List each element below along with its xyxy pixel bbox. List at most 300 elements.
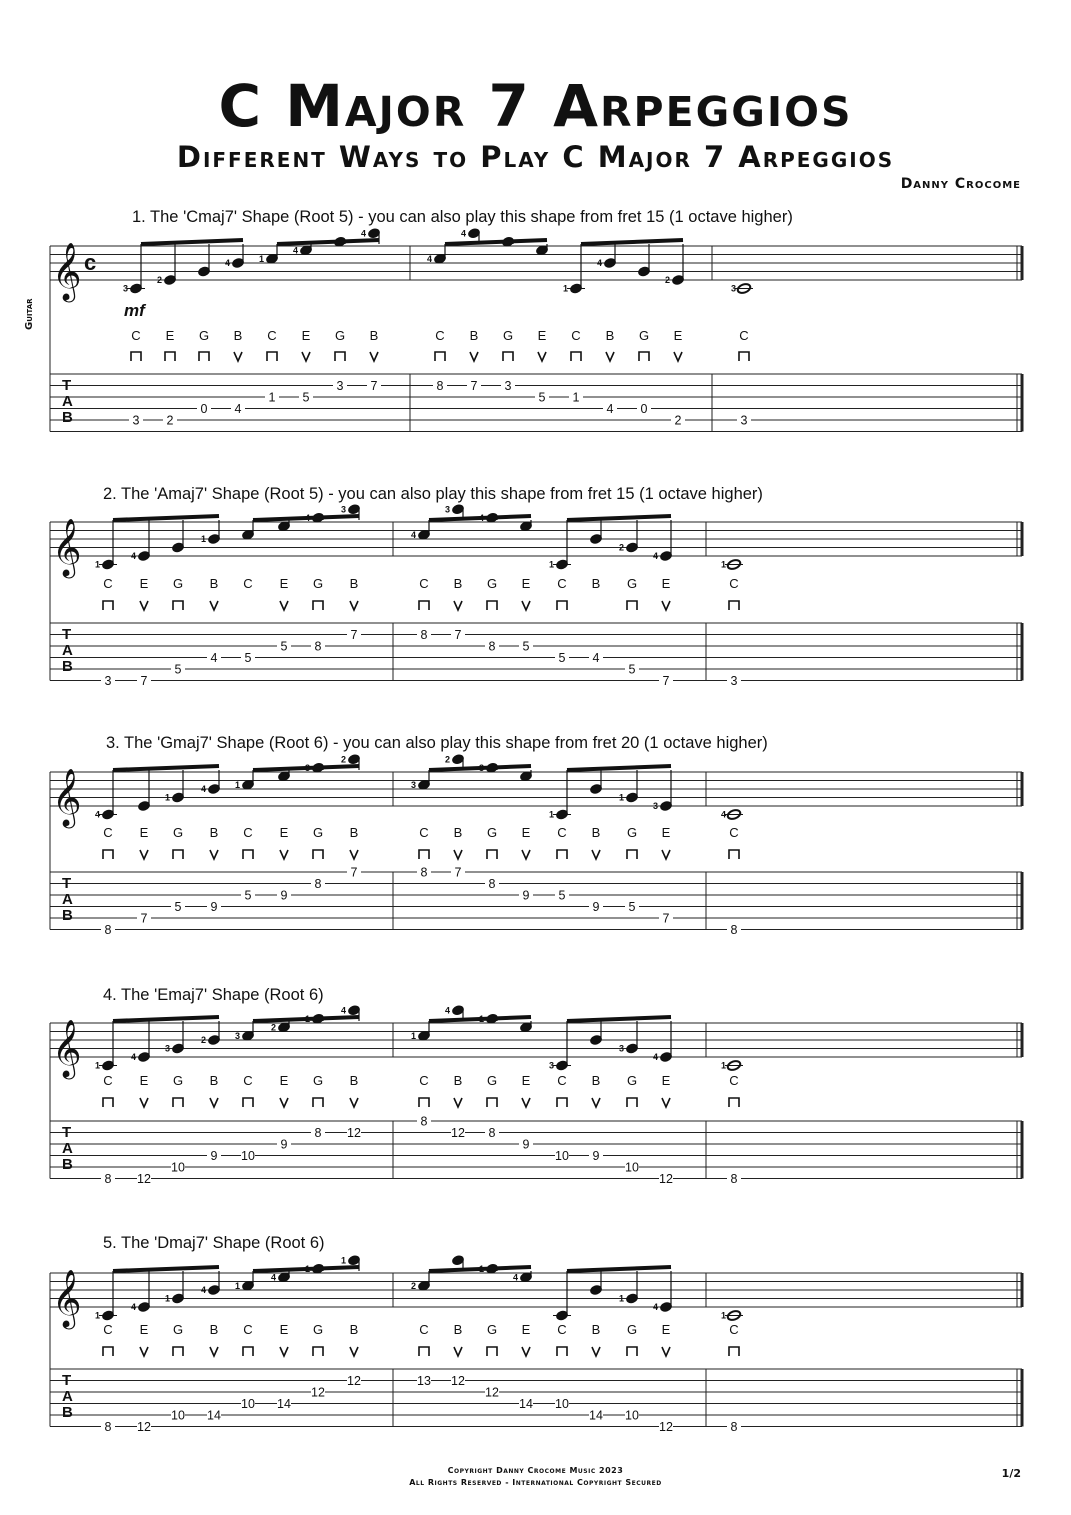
note-name-label: B <box>369 328 379 343</box>
dynamic-marking: mf <box>124 301 145 320</box>
tab-number: 8 <box>104 1172 112 1186</box>
beam <box>567 1017 671 1021</box>
tab-number: 7 <box>370 379 378 393</box>
tab-number: 8 <box>730 1420 738 1434</box>
fingering: 1 <box>235 779 241 790</box>
tab-clef-letter: B <box>62 409 73 426</box>
note-name-label: C <box>419 825 429 840</box>
downstroke-icon <box>165 352 175 361</box>
beam <box>253 516 359 520</box>
tab-number: 5 <box>558 651 566 665</box>
upstroke-icon <box>210 1098 218 1107</box>
note-name-label: E <box>661 1073 671 1088</box>
upstroke-icon <box>350 1347 358 1356</box>
tab-number: 10 <box>555 1149 569 1163</box>
note-name-label: E <box>661 825 671 840</box>
note-name-label: C <box>103 1322 113 1337</box>
downstroke-icon <box>639 352 649 361</box>
beam <box>253 1017 359 1021</box>
fingering: 4 <box>201 1285 207 1295</box>
note-name-label: G <box>638 328 650 343</box>
upstroke-icon <box>454 1347 462 1356</box>
tab-number: 5 <box>628 662 636 677</box>
fingering: 2 <box>271 1022 277 1033</box>
note-name-label: B <box>233 328 243 343</box>
upstroke-icon <box>592 1098 600 1107</box>
downstroke-icon <box>557 601 567 610</box>
downstroke-icon <box>627 850 637 859</box>
downstroke-icon <box>487 601 497 610</box>
fingering: 3 <box>445 504 451 515</box>
upstroke-icon <box>280 1098 288 1107</box>
upstroke-icon <box>234 352 242 361</box>
note-name-label: B <box>591 1322 601 1337</box>
note-name-label: E <box>139 825 149 840</box>
note-name-label: G <box>486 1073 498 1088</box>
note-name-label: G <box>172 576 184 591</box>
note-name-label: C <box>435 328 445 343</box>
note-name-label: E <box>661 1322 671 1337</box>
note-name-label: B <box>453 825 463 840</box>
fingering: 4 <box>361 228 367 239</box>
downstroke-icon <box>173 1347 183 1356</box>
tab-clef-letter: A <box>62 1140 73 1157</box>
fingering: 1 <box>95 559 101 570</box>
fingering: 1 <box>721 559 727 570</box>
downstroke-icon <box>557 1098 567 1107</box>
tab-number: 2 <box>166 413 174 428</box>
downstroke-icon <box>729 1347 739 1356</box>
upstroke-icon <box>370 352 378 361</box>
fingering: 1 <box>95 1310 101 1321</box>
note-name-label: E <box>279 1322 289 1337</box>
note-name-label: E <box>139 576 149 591</box>
note-name-label: B <box>469 328 479 343</box>
tab-number: 10 <box>241 1397 255 1411</box>
beam <box>113 1017 219 1021</box>
tab-number: 10 <box>171 1408 185 1423</box>
beam <box>429 1267 531 1271</box>
fingering: 2 <box>445 754 451 765</box>
note-name-label: C <box>571 328 581 343</box>
fingering: 4 <box>461 228 467 239</box>
tab-number: 8 <box>488 877 496 891</box>
tab-number: 3 <box>132 413 140 428</box>
fingering: 4 <box>513 1272 519 1283</box>
tab-number: 8 <box>420 1114 428 1129</box>
tab-number: 12 <box>659 1420 673 1434</box>
tab-clef-letter: A <box>62 1388 73 1405</box>
tab-number: 5 <box>280 639 288 654</box>
beam <box>429 1017 531 1021</box>
upstroke-icon <box>454 601 462 610</box>
tab-number: 12 <box>137 1420 151 1434</box>
note-name-label: E <box>673 328 683 343</box>
tab-number: 5 <box>174 662 182 677</box>
note-name-label: E <box>279 576 289 591</box>
tab-number: 8 <box>314 639 322 654</box>
downstroke-icon <box>435 352 445 361</box>
fingering: 1 <box>411 1030 417 1041</box>
downstroke-icon <box>103 850 113 859</box>
downstroke-icon <box>419 601 429 610</box>
upstroke-icon <box>350 601 358 610</box>
tab-number: 8 <box>104 1420 112 1434</box>
tab-number: 12 <box>347 1374 361 1388</box>
upstroke-icon <box>662 1347 670 1356</box>
fingering: 3 <box>653 801 659 811</box>
fingering: 2 <box>201 1035 207 1045</box>
fingering: 4 <box>597 258 603 268</box>
note-name-label: B <box>349 576 359 591</box>
tab-number: 5 <box>174 900 182 914</box>
tab-clef-letter: B <box>62 658 73 675</box>
tab-clef-letter: T <box>62 377 72 394</box>
note-name-label: B <box>453 1322 463 1337</box>
downstroke-icon <box>729 850 739 859</box>
note-name-label: G <box>486 825 498 840</box>
downstroke-icon <box>571 352 581 361</box>
beam <box>113 516 219 520</box>
tab-number: 14 <box>519 1397 533 1411</box>
tab-clef-letter: T <box>62 1124 72 1141</box>
tab-number: 10 <box>241 1149 255 1163</box>
system-1-title: 1. The 'Cmaj7' Shape (Root 5) - you can also play this shape from fret 15 (1 octave higher) <box>132 208 793 226</box>
tab-number: 3 <box>504 379 512 393</box>
note-name-label: G <box>312 1073 324 1088</box>
tab-number: 12 <box>659 1172 673 1186</box>
upstroke-icon <box>674 352 682 361</box>
tab-number: 10 <box>625 1408 639 1423</box>
note-name-label: C <box>243 1322 253 1337</box>
tab-number: 14 <box>589 1408 603 1423</box>
upstroke-icon <box>302 352 310 361</box>
fingering: 3 <box>549 1060 555 1071</box>
note-name-label: C <box>557 576 567 591</box>
note-name-label: C <box>103 1073 113 1088</box>
upstroke-icon <box>592 1347 600 1356</box>
tab-number: 9 <box>210 900 218 914</box>
downstroke-icon <box>173 601 183 610</box>
beam <box>567 1267 671 1271</box>
page-number: 1/2 <box>1001 1467 1021 1480</box>
tab-number: 9 <box>280 1137 288 1152</box>
upstroke-icon <box>280 850 288 859</box>
system-2 <box>50 504 1022 688</box>
tab-number: 8 <box>420 865 428 880</box>
fingering: 1 <box>721 1310 727 1321</box>
note-name-label: C <box>243 576 253 591</box>
fingering: 2 <box>341 754 347 765</box>
upstroke-icon <box>454 850 462 859</box>
tab-clef-letter: B <box>62 1404 73 1421</box>
fingering: 1 <box>165 1293 171 1304</box>
fingering: 4 <box>131 1052 137 1062</box>
note-name-label: C <box>729 1073 739 1088</box>
note-name-label: B <box>591 825 601 840</box>
note-name-label: C <box>557 1322 567 1337</box>
downstroke-icon <box>335 352 345 361</box>
upstroke-icon <box>140 1098 148 1107</box>
tab-number: 9 <box>592 1149 600 1163</box>
page-title: C Major 7 Arpeggios <box>218 72 853 140</box>
tab-number: 12 <box>347 1126 361 1140</box>
fingering: 1 <box>549 809 555 820</box>
downstroke-icon <box>729 1098 739 1107</box>
downstroke-icon <box>419 1347 429 1356</box>
fingering: 1 <box>619 792 625 803</box>
beam <box>253 766 359 770</box>
note-name-label: C <box>729 576 739 591</box>
fingering: 3 <box>341 504 347 515</box>
fingering: 1 <box>95 1060 101 1071</box>
tab-number: 4 <box>234 402 242 416</box>
downstroke-icon <box>487 1347 497 1356</box>
note-name-label: G <box>172 1322 184 1337</box>
fingering: 4 <box>201 784 207 794</box>
upstroke-icon <box>350 850 358 859</box>
tab-number: 12 <box>311 1385 325 1400</box>
fingering: 3 <box>411 779 417 790</box>
note-name-label: C <box>557 825 567 840</box>
note-name-label: G <box>198 328 210 343</box>
fingering: 2 <box>665 275 671 285</box>
beam <box>277 240 379 244</box>
tab-number: 14 <box>277 1397 291 1411</box>
tab-number: 7 <box>470 379 478 393</box>
upstroke-icon <box>140 1347 148 1356</box>
tab-number: 4 <box>210 651 218 665</box>
upstroke-icon <box>662 850 670 859</box>
note-name-label: B <box>349 1322 359 1337</box>
fingering: 4 <box>653 1302 659 1312</box>
tab-number: 8 <box>436 379 444 393</box>
tab-number: 0 <box>640 402 648 416</box>
system-5 <box>50 1255 1022 1434</box>
tab-number: 13 <box>417 1374 431 1388</box>
tab-number: 9 <box>522 888 530 903</box>
tab-number: 8 <box>420 628 428 642</box>
fingering: 2 <box>619 542 625 553</box>
note-name-label: C <box>267 328 277 343</box>
upstroke-icon <box>522 1098 530 1107</box>
downstroke-icon <box>627 601 637 610</box>
downstroke-icon <box>627 1347 637 1356</box>
upstroke-icon <box>470 352 478 361</box>
tab-number: 3 <box>104 674 112 688</box>
note-name-label: B <box>209 576 219 591</box>
note-name-label: G <box>626 576 638 591</box>
tab-number: 8 <box>314 1126 322 1140</box>
fingering: 4 <box>427 253 433 264</box>
fingering: 1 <box>201 534 207 544</box>
author-name: Danny Crocome <box>900 176 1021 192</box>
time-signature: c <box>84 250 97 275</box>
tab-number: 3 <box>730 674 738 688</box>
downstroke-icon <box>267 352 277 361</box>
fingering: 2 <box>157 275 163 285</box>
tab-number: 10 <box>625 1160 639 1175</box>
tab-number: 8 <box>488 1126 496 1140</box>
fingering: 1 <box>721 1060 727 1071</box>
downstroke-icon <box>173 1098 183 1107</box>
note-name-label: G <box>312 1322 324 1337</box>
note-name-label: C <box>243 1073 253 1088</box>
beam <box>429 516 531 520</box>
system-5-title: 5. The 'Dmaj7' Shape (Root 6) <box>103 1234 325 1252</box>
tab-number: 1 <box>268 390 276 405</box>
note-name-label: G <box>502 328 514 343</box>
tab-number: 7 <box>140 674 148 688</box>
treble-clef: 𝄞 <box>52 1270 82 1326</box>
upstroke-icon <box>350 1098 358 1107</box>
upstroke-icon <box>662 1098 670 1107</box>
fingering: 3 <box>123 283 129 294</box>
fingering: 3 <box>619 1043 625 1054</box>
upstroke-icon <box>210 850 218 859</box>
beam <box>429 766 531 770</box>
downstroke-icon <box>103 601 113 610</box>
downstroke-icon <box>131 352 141 361</box>
note-name-label: E <box>661 576 671 591</box>
note-name-label: C <box>419 576 429 591</box>
upstroke-icon <box>140 850 148 859</box>
note-name-label: E <box>279 825 289 840</box>
note-name-label: B <box>453 1073 463 1088</box>
upstroke-icon <box>592 850 600 859</box>
tab-number: 14 <box>207 1408 221 1423</box>
downstroke-icon <box>313 1347 323 1356</box>
note-name-label: E <box>521 1322 531 1337</box>
note-name-label: B <box>209 1073 219 1088</box>
tab-number: 10 <box>171 1160 185 1175</box>
tab-clef-letter: A <box>62 891 73 908</box>
note-name-label: C <box>729 1322 739 1337</box>
note-name-label: E <box>165 328 175 343</box>
downstroke-icon <box>557 1347 567 1356</box>
downstroke-icon <box>103 1347 113 1356</box>
tab-number: 4 <box>592 651 600 665</box>
fingering: 1 <box>619 1293 625 1304</box>
upstroke-icon <box>280 601 288 610</box>
upstroke-icon <box>140 601 148 610</box>
fingering: 4 <box>131 1302 137 1312</box>
downstroke-icon <box>243 1347 253 1356</box>
upstroke-icon <box>662 601 670 610</box>
tab-number: 5 <box>522 639 530 654</box>
tab-clef-letter: T <box>62 875 72 892</box>
downstroke-icon <box>199 352 209 361</box>
upstroke-icon <box>606 352 614 361</box>
fingering: 4 <box>293 245 299 256</box>
fingering: 4 <box>653 1052 659 1062</box>
fingering: 3 <box>731 283 737 294</box>
fingering: 4 <box>721 809 727 820</box>
tab-number: 7 <box>662 911 670 926</box>
note-name-label: E <box>537 328 547 343</box>
tab-number: 7 <box>350 628 358 642</box>
note-name-label: E <box>521 1073 531 1088</box>
downstroke-icon <box>419 850 429 859</box>
tab-clef-letter: B <box>62 1156 73 1173</box>
note-name-label: C <box>419 1322 429 1337</box>
note-name-label: C <box>103 576 113 591</box>
fingering: 1 <box>341 1255 347 1266</box>
tab-number: 12 <box>137 1172 151 1186</box>
note-name-label: C <box>103 825 113 840</box>
tab-number: 5 <box>538 390 546 405</box>
tab-number: 7 <box>454 628 462 642</box>
tab-number: 3 <box>740 413 748 428</box>
note-name-label: G <box>626 1322 638 1337</box>
note-name-label: B <box>453 576 463 591</box>
note-name-label: G <box>172 1073 184 1088</box>
fingering: 4 <box>341 1005 347 1016</box>
tab-number: 7 <box>662 674 670 688</box>
note-name-label: C <box>557 1073 567 1088</box>
tab-number: 8 <box>104 923 112 937</box>
downstroke-icon <box>627 1098 637 1107</box>
note-name-label: G <box>312 576 324 591</box>
tab-number: 8 <box>488 639 496 654</box>
tab-number: 0 <box>200 402 208 416</box>
note-name-label: B <box>349 1073 359 1088</box>
system-3-title: 3. The 'Gmaj7' Shape (Root 6) - you can also play this shape from fret 20 (1 octave higher) <box>106 734 768 752</box>
fingering: 4 <box>271 1272 277 1283</box>
downstroke-icon <box>313 850 323 859</box>
note-name-label: B <box>605 328 615 343</box>
treble-clef: 𝄞 <box>52 519 82 575</box>
upstroke-icon <box>522 601 530 610</box>
downstroke-icon <box>243 850 253 859</box>
fingering: 4 <box>445 1005 451 1016</box>
fingering: 1 <box>165 792 171 803</box>
beam <box>567 516 671 520</box>
beam <box>141 240 243 244</box>
fingering: 3 <box>165 1043 171 1054</box>
copyright-line: Copyright Danny Crocome Music 2023 <box>447 1466 624 1475</box>
tab-number: 9 <box>522 1137 530 1152</box>
downstroke-icon <box>729 601 739 610</box>
beam <box>567 766 671 770</box>
downstroke-icon <box>103 1098 113 1107</box>
tab-number: 1 <box>572 390 580 405</box>
note-name-label: C <box>739 328 749 343</box>
upstroke-icon <box>522 850 530 859</box>
tab-number: 5 <box>628 900 636 914</box>
tab-number: 7 <box>454 865 462 880</box>
tab-clef-letter: A <box>62 642 73 659</box>
note-name-label: C <box>419 1073 429 1088</box>
system-4-title: 4. The 'Emaj7' Shape (Root 6) <box>103 986 324 1004</box>
treble-clef: 𝄞 <box>52 769 82 825</box>
tab-number: 12 <box>485 1385 499 1400</box>
tab-number: 8 <box>314 877 322 891</box>
tab-number: 10 <box>555 1397 569 1411</box>
note-name-label: G <box>486 576 498 591</box>
note-name-label: G <box>334 328 346 343</box>
tab-number: 5 <box>244 888 252 903</box>
fingering: 4 <box>225 258 231 268</box>
tab-number: 4 <box>606 402 614 416</box>
note-name-label: B <box>209 1322 219 1337</box>
tab-number: 8 <box>730 923 738 937</box>
note-name-label: E <box>139 1322 149 1337</box>
note-name-label: B <box>349 825 359 840</box>
system-4 <box>50 1005 1022 1186</box>
upstroke-icon <box>280 1347 288 1356</box>
tab-number: 5 <box>302 390 310 405</box>
